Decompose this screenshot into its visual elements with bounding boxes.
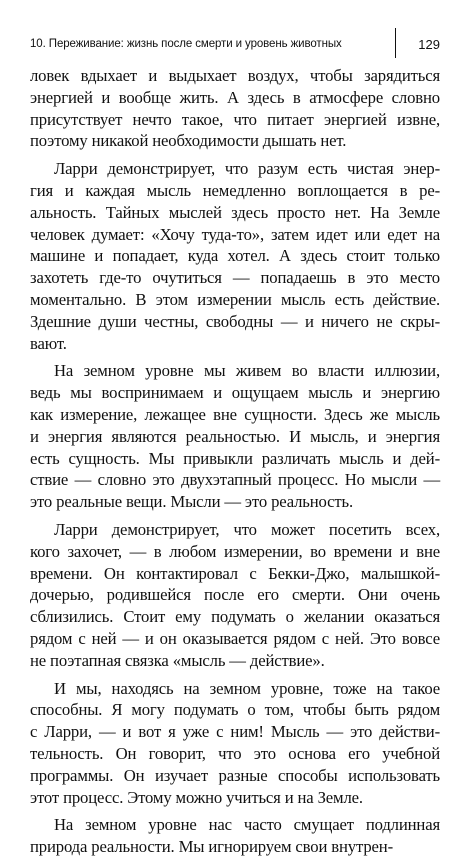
running-header	[30, 34, 440, 62]
text-line: есть сущность. Мы привыкли различать мысль и дей-	[30, 448, 440, 468]
paragraph	[30, 158, 440, 354]
text-line: времени. Он контактировал с Бекки-Джо, малышкой-	[30, 563, 440, 583]
paragraph	[30, 678, 440, 809]
text-line: захотеть где-то очутиться — попадаешь в это место	[30, 268, 440, 288]
text-line: вают.	[30, 333, 67, 353]
text-line: рядом с ней — и он оказывается рядом с ней. Это вовсе	[30, 628, 440, 648]
header-divider	[395, 28, 396, 58]
text-line: способны. Я могу подумать о том, чтобы быть рядом	[30, 700, 440, 720]
text-line: сблизились. Стоит ему подумать о желании оказаться	[30, 607, 440, 627]
text-line: как измерение, лежащее вне сущности. Здесь же мысль	[30, 404, 440, 424]
text-line: поэтому никакой необходимости дышать нет.	[30, 131, 347, 151]
text-line: присутствует нечто такое, что питает энергией извне,	[30, 109, 440, 129]
text-line: дочерью, родившейся после его смерти. Они очень	[30, 585, 440, 605]
paragraph	[30, 360, 440, 513]
text-line: На земном уровне нас часто смущает подлинная	[54, 815, 440, 835]
text-line: Ларри демонстрирует, что может посетить всех,	[54, 519, 440, 539]
text-line: программы. Он изучает разные способы использовать	[30, 765, 440, 785]
text-line: это реальные вещи. Мысли — это реальность.	[30, 492, 354, 512]
text-line: Здешние души честны, свободны — и ничего не скры-	[30, 311, 440, 331]
paragraph	[30, 814, 440, 858]
text-line: ловек вдыхает и выдыхает воздух, чтобы зарядиться	[30, 66, 440, 85]
text-line: На земном уровне мы живем во власти иллюзии,	[54, 361, 440, 381]
text-line: альность. Тайных мыслей здесь просто нет. На Земле	[30, 202, 440, 222]
text-line: машине и попадает, куда хотел. А здесь стоит только	[30, 246, 440, 266]
text-line: И мы, находясь на земном уровне, тоже на такое	[54, 678, 440, 698]
paragraph	[30, 65, 440, 152]
text-line: тельность. Он говорит, что это основа его учебной	[30, 743, 440, 763]
text-line: природа реальности. Мы игнорируем свои внутрен-	[30, 837, 393, 857]
text-line: этот процесс. Этому можно учиться и на Земле.	[30, 787, 363, 807]
page-number: 129	[418, 37, 440, 52]
paragraph	[30, 519, 440, 672]
text-line: ведь мы воспринимаем и ощущаем мысль и энергию	[30, 383, 440, 403]
text-line: с Ларри, — и вот я уже с ним! Мысль — это действи-	[30, 722, 440, 742]
text-line: и энергия являются реальностью. И мысль, и энергия	[30, 426, 440, 446]
text-line: человек думает: «Хочу туда-то», затем идет или едет на	[30, 224, 440, 244]
text-line: не поэтапная связка «мысль — действие».	[30, 650, 325, 670]
text-line: Ларри демонстрирует, что разум есть чистая энер-	[54, 159, 440, 179]
running-title: 10. Переживание: жизнь после смерти и уровень животных	[30, 38, 342, 50]
text-line: гия и каждая мысль немедленно воплощается в ре-	[30, 180, 440, 200]
text-line: кого захочет, — в любом измерении, во времени и вне	[30, 541, 440, 561]
body-text	[30, 65, 440, 864]
text-line: моментально. В этом измерении мысль есть действие.	[30, 289, 440, 309]
text-line: энергией и вообще жить. А здесь в атмосфере словно	[30, 87, 440, 107]
text-line: ствие — словно это двухэтапный процесс. Но мысли —	[30, 470, 440, 490]
